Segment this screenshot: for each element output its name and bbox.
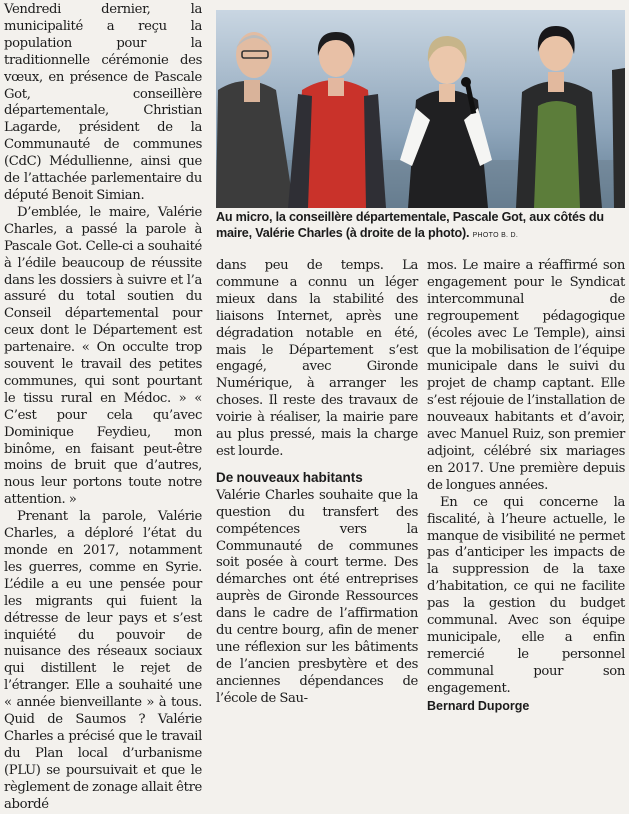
paragraph: En ce qui concerne la fiscalité, à l’heure actuelle, le manque de visibilité ne permet pas d’anticiper les impacts de la suppression de la taxe d’habitation, ce qui ne facilite pas la gestion du budget communal. Avec son équipe municipale, elle a enfin remercié le personnel communal pour son engagement. <box>427 494 625 696</box>
article-column-2 <box>216 258 418 706</box>
paragraph: Prenant la parole, Valérie Charles, a déploré l’état du monde en 2017, notamment les guerres, comme en Syrie. L’édile a eu une pensée pour les migrants qui fuient la détresse de leur pays et s’est inquiété du pouvoir de nuisance des réseaux sociaux qui distillent le rejet de l’étranger. Elle a souhaité une « année bienveillante » à tous. Quid de Saumos ? Valérie Charles a précisé que le travail du Plan local d’urbanisme (PLU) se poursuivait et que le règlement de zonage allait être abordé <box>4 509 202 812</box>
photo-credit: PHOTO B. D. <box>472 232 519 239</box>
photo-caption <box>216 209 625 244</box>
paragraph: D’emblée, le maire, Valérie Charles, a passé la parole à Pascale Got. Celle-ci a souhaité à l’édile beaucoup de réussite dans les dossiers à suivre et l’a assuré du total soutien du Conseil départemental pour ceux dont le Département est partenaire. « On occulte trop souvent le travail des petites communes, qui sont pourtant le tissu rural en Médoc. » « C’est pour cela qu’avec Dominique Feydieu, mon binôme, en faisant peut-être moins de bruit que d’autres, nous leur portons toute notre attention. » <box>4 204 202 508</box>
paragraph: Valérie Charles souhaite que la question du transfert des compétences vers la Communauté de communes soit posée à court terme. Des démarches ont été entreprises auprès de Gironde Ressources dans le cadre de l’affirmation du centre bourg, afin de mener une réflexion sur les bâtiments de l’ancien presbytère et des anciennes dépendances de l’école de Sau- <box>216 487 418 706</box>
article-column-3 <box>427 258 625 713</box>
news-photo <box>216 10 625 208</box>
paragraph: Vendredi dernier, la municipalité a reçu la population pour la traditionnelle cérémonie des vœux, en présence de Pascale Got, conseillère départementale, Christian Lagarde, président de la Communauté de communes (CdC) Médullienne, ainsi que de l’attachée parlementaire du député Benoit Simian. <box>4 2 202 203</box>
caption-text: Au micro, la conseillère départementale, Pascale Got, aux côtés du maire, Valérie Charles (à droite de la photo). <box>216 210 604 240</box>
subheading: De nouveaux habitants <box>216 469 363 485</box>
paragraph: dans peu de temps. La commune a connu un léger mieux dans la stabilité des liaisons Internet, après une dégradation notable en été, mais le Département s’est engagé, avec Gironde Numérique, à arranger les choses. Il reste des travaux de voirie à réaliser, la mairie pare au plus pressé, mais la charge est lourde. <box>216 258 418 459</box>
people-photo-illustration <box>216 10 625 208</box>
author-byline: Bernard Duporge <box>427 698 530 713</box>
paragraph: mos. Le maire a réaffirmé son engagement pour le Syndicat intercommunal de regroupement pédagogique (écoles avec Le Temple), ainsi que la mobilisation de l’équipe municipale dans le suivi du projet de champ captant. Elle s’est réjouie de l’installation de nouveaux habitants et d’avoir, avec Manuel Ruiz, son premier adjoint, célébré six mariages en 2017. Une première depuis de longues années. <box>427 258 625 493</box>
article-column-1 <box>4 2 202 812</box>
